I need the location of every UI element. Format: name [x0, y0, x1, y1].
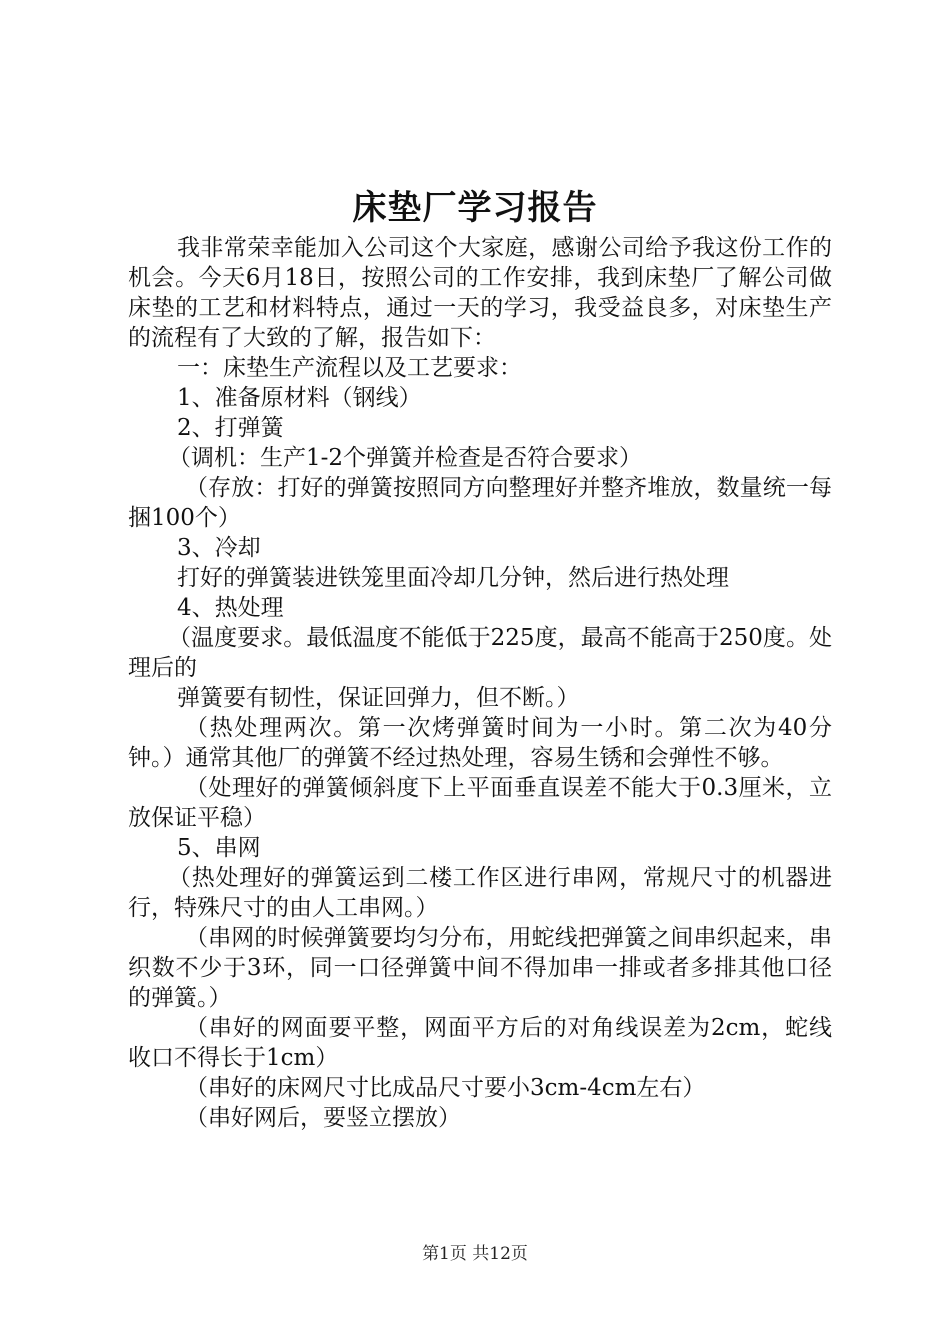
step-heading: 2、打弹簧: [177, 415, 284, 441]
step-note: （调机：生产1-2个弹簧并检查是否符合要求）: [168, 445, 643, 471]
step-note: （处理好的弹簧倾斜度下上平面垂直误差不能大于0.3厘米，立放保证平稳）: [128, 775, 832, 831]
step-heading: 4、热处理: [177, 595, 284, 621]
step-note: （串好网后，要竖立摆放）: [185, 1105, 461, 1131]
step-note: 打好的弹簧装进铁笼里面冷却几分钟，然后进行热处理: [177, 565, 729, 591]
step-note: （热处理两次。第一次烤弹簧时间为一小时。第二次为40分钟。）通常其他厂的弹簧不经过热处理，容易生锈和会弹性不够。: [128, 715, 832, 771]
page-number-footer: 第1页 共12页: [422, 1244, 528, 1264]
step-note: （串好的床网尺寸比成品尺寸要小3cm-4cm左右）: [185, 1075, 706, 1101]
step-note: （温度要求。最低温度不能低于225度，最高不能高于250度。处理后的: [128, 625, 832, 681]
document-body: [128, 233, 832, 1133]
step-note: （存放：打好的弹簧按照同方向整理好并整齐堆放，数量统一每捆100个）: [128, 475, 832, 531]
step-heading: 1、准备原材料（钢线）: [177, 385, 422, 411]
step-heading: 3、冷却: [177, 535, 261, 561]
document-title: 床垫厂学习报告: [352, 188, 598, 228]
step-note: （热处理好的弹簧运到二楼工作区进行串网，常规尺寸的机器进行，特殊尺寸的由人工串网。）: [128, 865, 832, 921]
step-heading: 5、串网: [177, 835, 261, 861]
section-heading: 一：床垫生产流程以及工艺要求：: [177, 355, 522, 381]
step-note: （串好的网面要平整，网面平方后的对角线误差为2cm，蛇线收口不得长于1cm）: [128, 1015, 832, 1071]
step-note: （串网的时候弹簧要均匀分布，用蛇线把弹簧之间串织起来，串织数不少于3环，同一口径弹簧中间不得加串一排或者多排其他口径的弹簧。）: [128, 925, 832, 1011]
step-note: 弹簧要有韧性，保证回弹力，但不断。）: [177, 685, 580, 711]
intro-paragraph: 我非常荣幸能加入公司这个大家庭，感谢公司给予我这份工作的机会。今天6月18日，按照公司的工作安排，我到床垫厂了解公司做床垫的工艺和材料特点，通过一天的学习，我受益良多，对床垫生产的流程有了大致的了解，报告如下：: [128, 235, 832, 351]
